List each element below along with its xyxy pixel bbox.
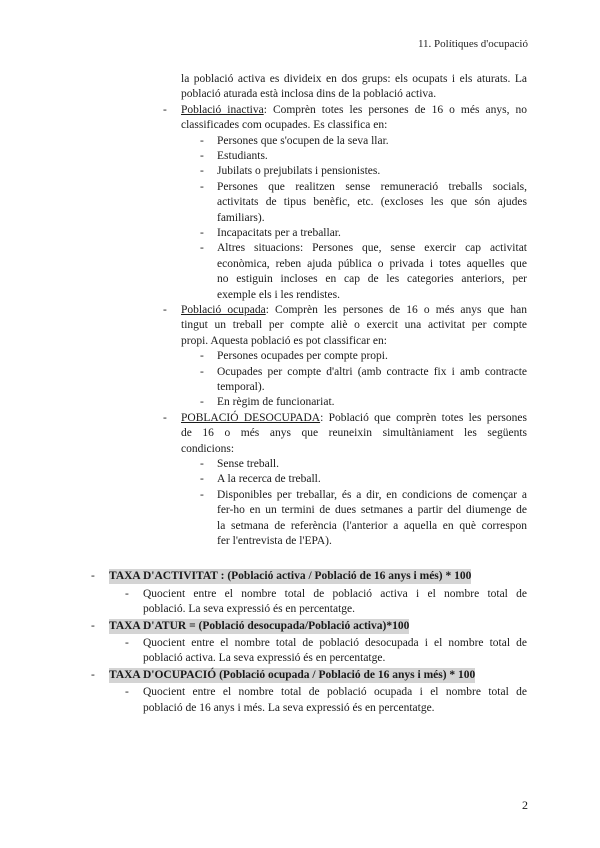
ocupada-list-item: temporal). [217,381,265,393]
desocupada-list-item: Disponibles per treballar, és a dir, en condicions de començar a [217,488,527,501]
inactiva-definition-line: classificades com ocupades. Es classifica en: [181,119,388,132]
list-bullet-dash: - [200,180,204,193]
list-bullet-dash: - [200,134,204,147]
rate-description-0: població. La seva expressió és en percentatge. [143,603,356,616]
list-bullet-dash: - [200,150,204,162]
inactiva-list-item: Estudiants. [217,150,268,162]
list-bullet-dash: - [200,396,204,409]
rate-title-0: TAXA D'ACTIVITAT : (Població activa / Població de 16 anys i més) * 100 [109,570,472,583]
ocupada-term: Població ocupada [181,304,266,316]
rate-description-1: població activa. La seva expressió és en percentatge. [143,652,386,665]
list-bullet-dash: - [200,350,204,363]
inactiva-list-item: Incapacitats per a treballar. [217,227,341,239]
ocupada-list-item: En règim de funcionariat. [217,396,335,409]
ocupada-definition-line: tingut un treball per compte aliè o exercit una activitat per compte [181,319,527,332]
desocupada-list-item: la setmana de referència (l'anterior a aquella en què correspon [217,519,527,532]
list-bullet-dash: - [200,473,204,486]
list-bullet-dash: - [125,686,129,699]
rate-title-1: TAXA D'ATUR = (Població desocupada/Població activa)*100 [109,619,410,632]
desocupada-definition-line: condicions: [181,442,235,455]
desocupada-list-item: A la recerca de treball. [217,473,321,486]
rate-title-2: TAXA D'OCUPACIÓ (Població ocupada / Població de 16 anys i més) * 100 [109,668,476,681]
desocupada-term: POBLACIÓ DESOCUPADA [181,411,321,424]
list-bullet-dash: - [200,488,204,501]
ocupada-definition [181,303,527,318]
intro-line: la població activa es divideix en dos grups: els ocupats i els aturats. La [181,73,527,85]
list-bullet-dash: - [200,242,204,255]
inactiva-definition [181,103,527,118]
rate-description-0: Quocient entre el nombre total de població activa i el nombre total de [143,587,527,600]
inactiva-list-item: no estiguin incloses en cap de les categories anteriors, per [217,273,527,286]
inactiva-list-item: activitats de tipus benèfic, etc. (excloses les que són ajudes [217,196,527,209]
inactiva-list-item: Altres situacions: Persones que, sense exercir cap activitat [217,242,527,255]
list-bullet-dash: - [200,165,204,178]
list-bullet-dash: - [163,103,167,116]
intro-line: població aturada està inclosa dins de la població activa. [181,88,437,101]
list-bullet-dash: - [91,570,95,583]
inactiva-definition-text: : Comprèn totes les persones de 16 o més anys, no [263,103,527,116]
desocupada-list-item: Sense treball. [217,458,279,470]
desocupada-definition [181,411,527,426]
list-bullet-dash: - [91,619,95,632]
ocupada-definition-line: propi. Aquesta població es pot classificar en: [181,334,387,347]
list-bullet-dash: - [163,304,167,316]
page-number: 2 [522,798,528,812]
list-bullet-dash: - [163,411,167,424]
desocupada-list-item: fer-ho en un termini de dues setmanes a partir del diumenge de [217,504,527,517]
inactiva-list-item: Persones que realitzen sense remuneració treballs socials, [217,180,527,193]
inactiva-term: Població inactiva [181,103,264,116]
list-bullet-dash: - [91,668,95,681]
desocupada-definition-line: de 16 o més anys que reuneixin simultàniament les següents [181,427,527,440]
inactiva-list-item: Jubilats o prejubilats i pensionistes. [217,165,381,178]
desocupada-definition-text: : Població que comprèn totes les persones [320,411,527,424]
list-bullet-dash: - [200,365,204,378]
list-bullet-dash: - [125,587,129,600]
inactiva-list-item: familiars). [217,211,265,224]
inactiva-list-item: econòmica, reben ajuda pública o privada i totes aquelles que [217,257,527,270]
list-bullet-dash: - [125,637,129,649]
desocupada-list-item: fer l'entrevista de l'EPA). [217,535,332,547]
list-bullet-dash: - [200,227,204,239]
rate-description-2: Quocient entre el nombre total de població ocupada i el nombre total de [143,686,527,699]
rate-description-2: població de 16 anys i més. La seva expressió és en percentatge. [143,701,435,714]
rate-description-1: Quocient entre el nombre total de població desocupada i el nombre total de [143,637,527,649]
running-header: 11. Polítiques d'ocupació [417,38,528,50]
inactiva-list-item: exemple els i les rendistes. [217,288,340,301]
inactiva-list-item: Persones que s'ocupen de la seva llar. [217,134,389,147]
ocupada-list-item: Ocupades per compte d'altri (amb contracte fix i amb contracte [217,365,527,378]
list-bullet-dash: - [200,458,204,470]
ocupada-list-item: Persones ocupades per compte propi. [217,350,388,363]
ocupada-definition-text: : Comprèn les persones de 16 o més anys que han [265,304,527,316]
